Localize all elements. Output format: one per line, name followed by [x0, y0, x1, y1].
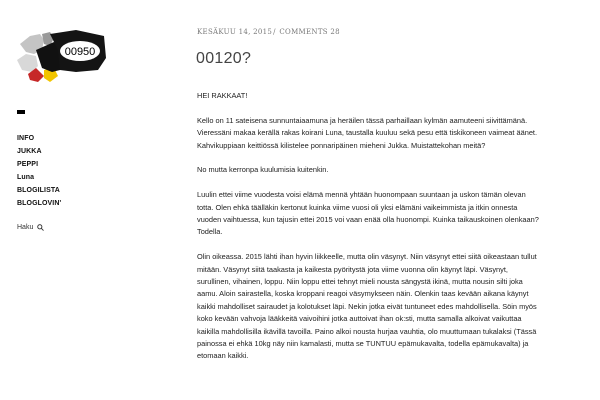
main-navigation: [17, 132, 61, 210]
post-paragraph: Luulin ettei viime vuodesta voisi elämä mennä yhtään huonompaan suuntaan ja uskon tämän olevan totta. Olen ehkä täälläkin kertonut kuinka viime vuosi oli yksi elämäni vaikeimmista ja itkin onnesta vuoden vaihtuessa, kun tajusin ettei 2015 voi vaan enää olla huonompi. Kuinka taikauskoinen olenkaan? Todella.: [197, 190, 539, 237]
nav-item-luna[interactable]: Luna: [17, 174, 35, 181]
nav-item-info[interactable]: INFO: [17, 135, 35, 142]
post-paragraph: Kello on 11 sateisena sunnuntaiaamuna ja heräilen tässä parhaillaan kylmän aamuteeni siivittämänä. Vieressäni makaa kerällä rakas koirani Luna, taustalla kuuluu sekä pesu että tiskikoneen vaimeat äänet. Kahvikuppiaan keittiössä kilistelee ponnaripäinen mieheni Jukka. Muistattekohan meitä?: [197, 115, 538, 150]
search-icon[interactable]: [37, 224, 44, 231]
nav-item-peppi[interactable]: PEPPI: [17, 161, 39, 168]
logo-text: 00950: [64, 46, 96, 58]
menu-toggle-icon[interactable]: [17, 110, 25, 114]
post-paragraph: Olin oikeassa. 2015 lähti ihan hyvin liikkeelle, mutta olin väsynyt. Niin väsynyt ettei siitä oikeastaan tullut mitään. Väsynyt siitä taakasta ja kaikesta pyöritystä jota viime vuonna olin käynyt läpi. Väsynyt, surullinen, vihainen, loppu. Niin loppu ettei tehnyt mieli nousta sängystä ikinä, mutta nousin silti joka aamu. Aloin sairastella, koska kroppani reagoi väsymykseen näin. Olenkin taas kevään aikana käynyt kaikki mahdolliset sairaudet ja kolotukset läpi. Nekin jotka eivät tuntuneet edes mahdollisella. Söin myös koko kevään vahvoja lääkkeitä vaivoihini jotka auttoivat ihan ok:sti, mutta samalla alkoivat vaikuttaa kaikilla mahdollisilla ikävillä tavoilla. Paino alkoi nousta hurjaa vauhtia, olo muuttumaan tukalaksi (Tässä painossa ei ehkä 10kg näy niin kamalasti, mutta se TUNTUU epämukavalta, todella epämukavalta) ja etomaan kaikki.: [197, 252, 537, 361]
post-paragraph: HEI RAKKAAT!: [197, 91, 248, 100]
post-content: [197, 90, 542, 375]
nav-item-jukka[interactable]: JUKKA: [17, 148, 42, 155]
post-date[interactable]: KESÄKUU 14, 2015: [197, 28, 273, 36]
search-label: Haku: [17, 224, 34, 231]
post-title[interactable]: 00120?: [196, 50, 252, 67]
search-field[interactable]: [17, 224, 44, 231]
nav-item-blogilista[interactable]: BLOGILISTA: [17, 187, 60, 194]
post-meta: KESÄKUU 14, 2015/ COMMENTS 28: [197, 28, 340, 36]
nav-item-bloglovin[interactable]: BLOGLOVIN': [17, 200, 62, 207]
site-logo[interactable]: [14, 30, 106, 88]
post-comments-link[interactable]: COMMENTS 28: [279, 28, 340, 36]
post-paragraph: No mutta kerronpa kuulumisia kuitenkin.: [197, 165, 329, 175]
map-logo-icon: [14, 30, 106, 88]
